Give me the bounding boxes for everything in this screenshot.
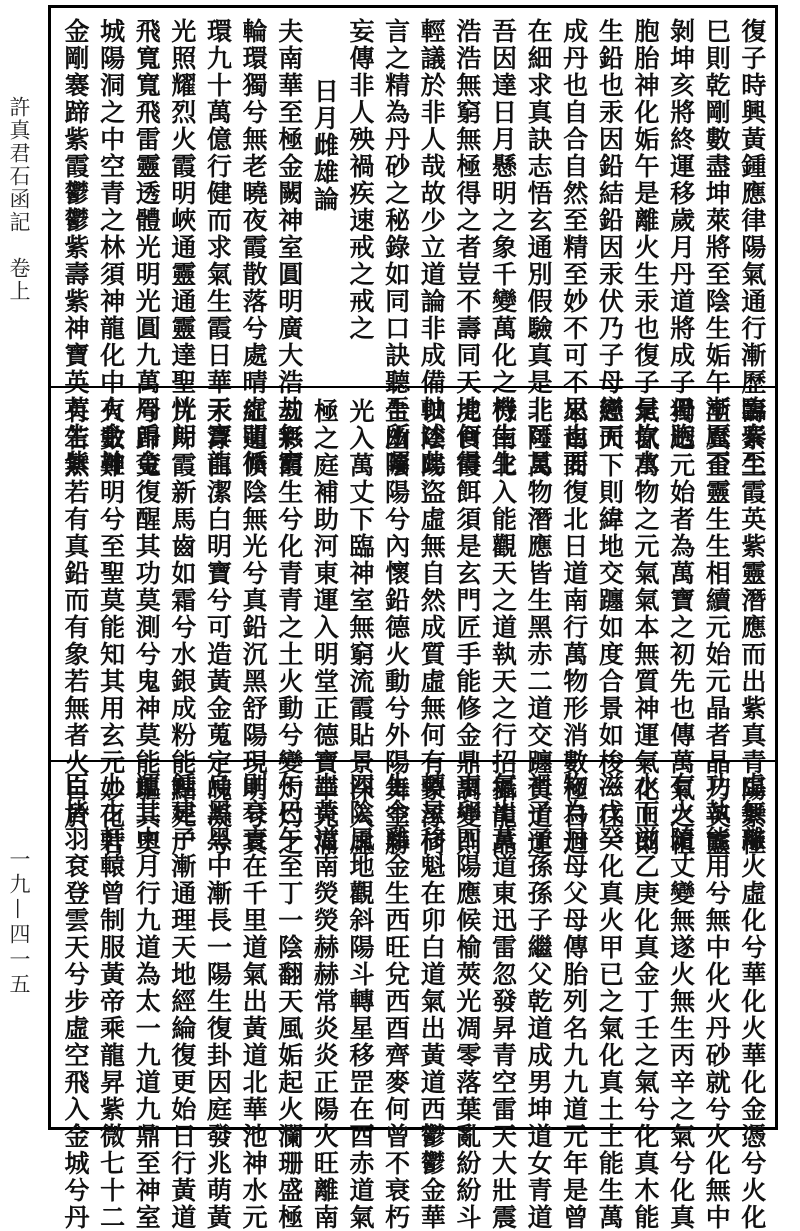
text-column: 有若無若有真鉛而有象若無者火自於: [61, 398, 90, 830]
text-column: 運其中月行九道為太一九道九鼎至神室: [132, 772, 162, 1231]
text-column: 虛無離火虛化兮華化火華化金憑兮火化: [737, 772, 767, 1231]
text-column: 火數難明兮至聖莫能知其用玄元妙化若: [96, 398, 126, 857]
text-column: 功執能用兮無中化火丹砂就兮火化無中: [702, 772, 732, 1231]
text-column: 光入萬丈下臨神室無窮流霞貼景深入虛: [346, 398, 375, 857]
text-column: 金剛褰蹄紫霞鬱鬱紫壽紫神寶英英生紫: [61, 18, 90, 477]
book-title: 許真君石函記 卷上: [7, 96, 31, 303]
text-column: 北陸萬物潛應皆生黑赤二道交躔黃道運: [524, 398, 554, 857]
text-column: 極之庭補助河東運入明堂正德寶華光滿: [310, 398, 340, 857]
text-column: 臣皆羽袞登雲天兮步虛空飛入金城兮丹: [61, 772, 90, 1231]
text-column: 言之精為丹砂之秘錄如同口訣聽吾所囑: [381, 18, 411, 477]
text-column: 午巳午至丁一陰翻天風姤起火瀾珊盛極: [274, 772, 304, 1231]
text-column: 生金雞金生西旺兌西酉齊麥何曾不衰朽: [381, 772, 411, 1231]
page-number: 一九—四一五: [7, 848, 31, 998]
text-column: 上古軒轅曾制服黃帝乘龍昇紫微七十二: [96, 772, 126, 1231]
text-column: 經天下則緯地交躔如度合景如梭一往一: [595, 398, 625, 857]
text-column: 復子時興黃鍾應律陽氣通行漸歷臨泰至: [737, 18, 767, 477]
text-column: 浩浩無窮無極得之者豈不壽同天地何得: [452, 18, 482, 477]
text-column: 氣出黃道東迅雷忽發昇青空雷天大壯震: [488, 772, 518, 1231]
text-column: 成丹也自合自然至精至妙不可不思也要: [559, 18, 589, 477]
text-column: 紅蓮倏陰無光兮真鉛沉黑舒陽現明兮真: [239, 398, 269, 857]
text-column: 生鉛也汞因鉛結鉛因汞伏乃子母戀而: [595, 18, 625, 450]
text-column: 出黃道南熒熒赫赫常炎炎正陽火旺離南: [310, 772, 340, 1231]
text-column: 胞胎神化姤午是離火生汞也復子是坎水: [631, 18, 660, 477]
text-column: 行南北入能觀天之道執天之行招攝龍晶: [488, 398, 518, 857]
text-column: 獨透元始者為萬寶之初先也傳萬氣之祖: [666, 398, 696, 857]
text-column: 有火隨丈變無遂火無生丙辛之氣兮化真: [666, 772, 696, 1231]
text-panel-top: [51, 8, 775, 477]
text-column: 吾因達日月懸明之象千變萬化之機生生: [488, 18, 518, 477]
text-column: 在細求真訣志悟玄通別假驗真是非可見: [524, 18, 554, 477]
text-column: 鍾建子漸通理天地經綸復更始日行黃道: [167, 772, 197, 1231]
text-column: 物為丹母父母傳胎列名九九道元年是曾: [559, 772, 589, 1231]
text-column: 轉星移魁在卯白道氣出黃道西鬱鬱金華: [417, 772, 447, 1231]
text-column: 輪環獨兮無老曉夜霞散落兮處晴虛明循: [239, 18, 269, 477]
text-panel-bottom: [51, 760, 775, 1231]
text-column: 虎食霞餌須是玄門匠手能修金鼎調變則: [452, 398, 482, 857]
text-column: 壽紫生霞英紫靈潛應而出紫真青陽紫極: [737, 398, 767, 857]
text-column: 四陰風地觀斜陽斗轉星移罡在酉赤道氣: [346, 772, 375, 1231]
text-column: 剝坤亥將終運移歲月丹道將成子母胞: [666, 18, 696, 450]
text-column: 則衰衰在千里道氣出黃道北華池神水元: [239, 772, 269, 1231]
text-column: 環九十萬億行健而求氣生霞日華天寶龍: [203, 18, 233, 477]
text-column: 以陰陽盜虛無自然成質虛無何有象涿何: [417, 398, 447, 857]
text-column: 至真至靈生生相續元始元晶者晶乃英靈: [702, 398, 732, 857]
text-column: 五彩霞生兮化青青之土火動兮變灼灼之: [274, 398, 304, 857]
text-column: 片片霞新馬齒如霜兮水銀成粉能點死尸: [167, 398, 197, 857]
text-column: 夫南華至極金闕神室圓明廣大浩劫無窮: [274, 18, 304, 477]
text-column: 生幽陰陽兮內懷鉛德火動兮外陽舞空勝: [381, 398, 411, 857]
text-column: 巳則乾剛數盡坤萊將至陰生姤午漸歷否: [702, 18, 732, 477]
text-column: 氣氤萬物之元氣氣本無質神運氣化上則: [631, 398, 660, 857]
text-column: 光照耀烈火霞明峽通靈通靈達聖恍朗: [167, 18, 197, 450]
text-column: 烏黑黑中漸長一陽生復卦因庭發兆萌黃: [203, 772, 233, 1231]
text-column: 飛寬寬飛雷靈透體光明光圓九萬周币金: [132, 18, 162, 477]
text-column: 妄傳非人殃禍疾速戒之戒之: [346, 18, 375, 342]
section-title: 日月雌雄論: [310, 78, 340, 213]
text-column: 祖子子孫孫子繼父乾道成男坤道女青道: [524, 772, 554, 1231]
text-column: 城陽洞之中空青之林須神龍化中有金神: [96, 18, 126, 477]
text-column: 汞浮白潔白明寶兮可造黃金蒐定魄凝兮: [203, 398, 233, 857]
page-frame: [48, 5, 778, 1231]
text-column: 兮歸蒐復醒其功莫測兮鬼神莫能驅其奧: [132, 398, 162, 857]
text-column: 輕議於非人哉故少立道論非成備軸述此: [417, 18, 447, 477]
text-panel-middle: [51, 386, 775, 857]
text-column: 東卯四陽應候榆莢光凋零落葉亂紛紛斗: [452, 772, 482, 1231]
text-column: 水而滋乙庚化真金丁壬之氣兮化真木能: [631, 772, 660, 1231]
text-column: 來南而復北日道南行萬物形消數極日迴: [559, 398, 589, 857]
text-column: 滋戊癸化真火甲已之氣化真土土能生萬: [595, 772, 625, 1231]
